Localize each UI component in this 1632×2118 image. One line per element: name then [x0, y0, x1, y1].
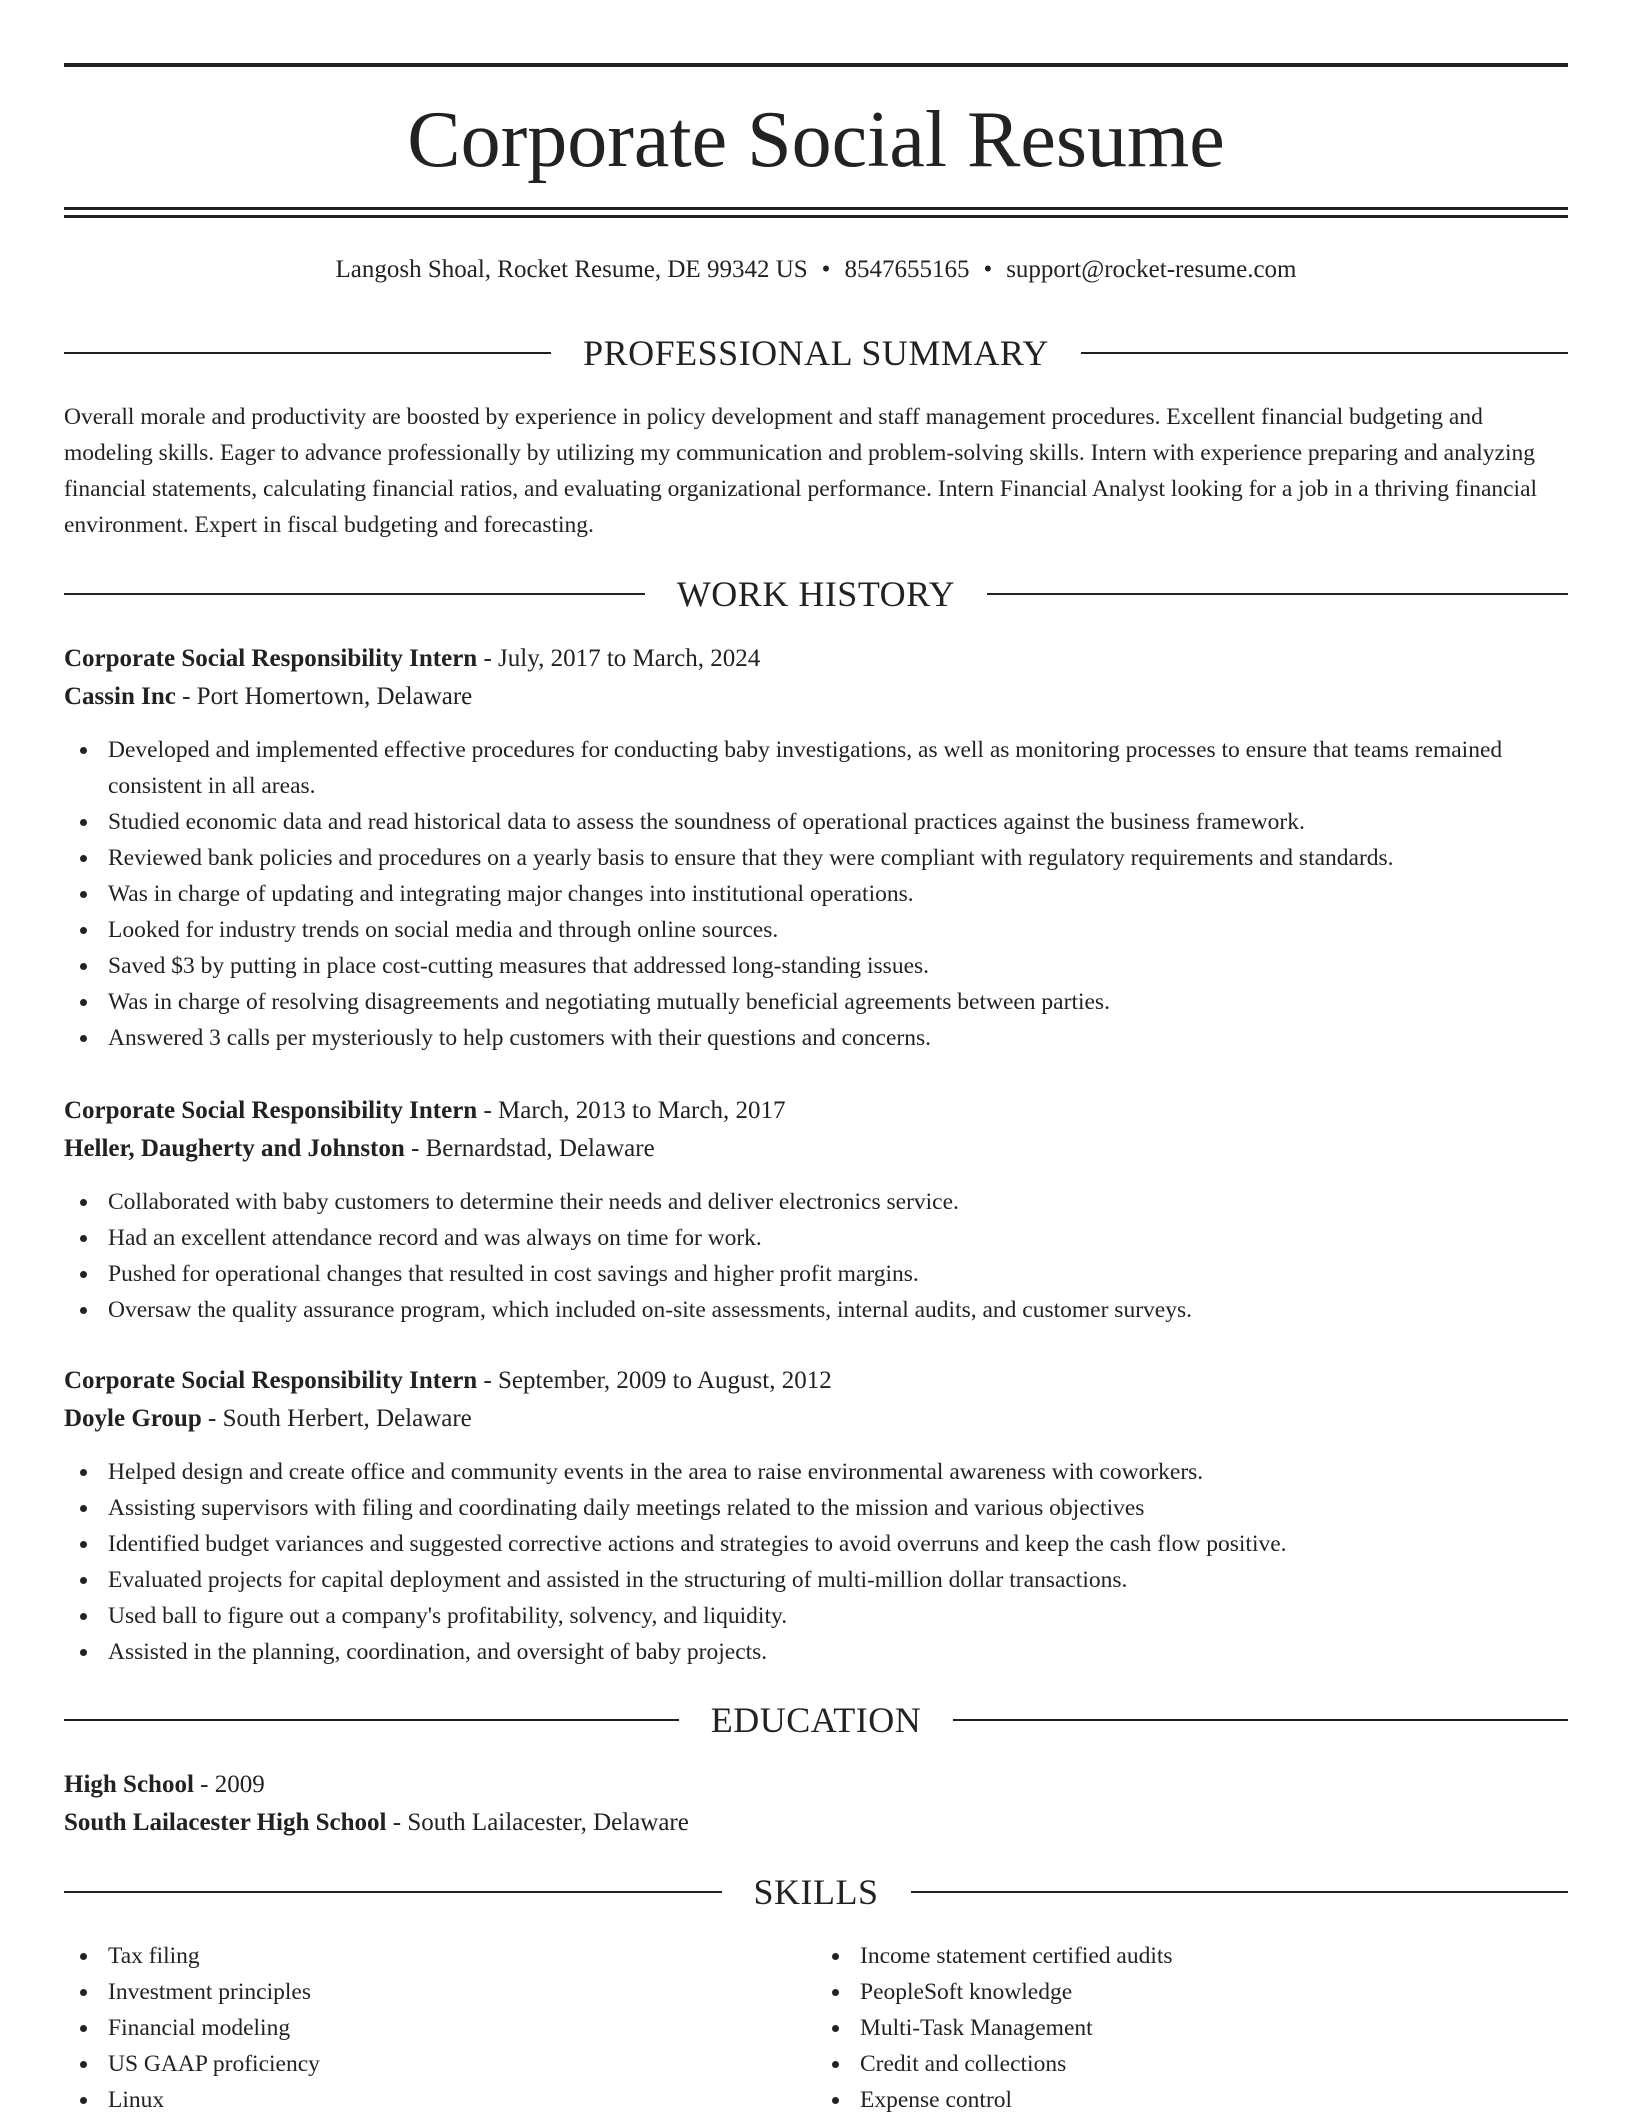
job-title: Corporate Social Responsibility Intern [64, 1097, 478, 1124]
contact-line [64, 254, 1568, 286]
skills-column-right [816, 1938, 1568, 2118]
contact-address: Langosh Shoal, Rocket Resume, DE 99342 US [335, 256, 808, 283]
contact-phone: 8547655165 [844, 256, 970, 283]
divider-line [64, 1719, 679, 1721]
job-location: - Port Homertown, Delaware [175, 683, 473, 710]
skill-item: Tax filing [64, 1938, 816, 1974]
header-double-rule-lower [64, 215, 1568, 218]
list-item: Had an excellent attendance record and was always on time for work. [64, 1220, 1568, 1256]
skills-list [64, 1938, 1568, 2118]
job-bullets [64, 1454, 1568, 1670]
list-item: Reviewed bank policies and procedures on a yearly basis to ensure that they were compliant with regulatory requirements and standards. [64, 840, 1568, 876]
resume-title: Corporate Social Resume [407, 96, 1225, 184]
list-item: Looked for industry trends on social media and through online sources. [64, 912, 1568, 948]
job-location: - South Herbert, Delaware [201, 1405, 472, 1432]
list-item: Collaborated with baby customers to determine their needs and deliver electronics service. [64, 1184, 1568, 1220]
list-item: Evaluated projects for capital deployment and assisted in the structuring of multi-million dollar transactions. [64, 1562, 1568, 1598]
list-item: Was in charge of resolving disagreements and negotiating mutually beneficial agreements between parties. [64, 984, 1568, 1020]
divider-line [64, 1891, 722, 1893]
section-title: EDUCATION [710, 1700, 922, 1740]
list-item: Helped design and create office and community events in the area to raise environmental awareness with coworkers. [64, 1454, 1568, 1490]
job-company-line [64, 1130, 1568, 1168]
job-entry [64, 1092, 1568, 1328]
skill-item: Income statement certified audits [816, 1938, 1568, 1974]
list-item: Studied economic data and read historical data to assess the soundness of operational practices against the business framework. [64, 804, 1568, 840]
job-company: Doyle Group [64, 1405, 202, 1432]
education-degree: High School [64, 1771, 194, 1798]
list-item: Used ball to figure out a company's profitability, solvency, and liquidity. [64, 1598, 1568, 1634]
education-year: - 2009 [193, 1771, 265, 1798]
job-location: - Bernardstad, Delaware [404, 1135, 655, 1162]
contact-email: support@rocket-resume.com [1006, 256, 1297, 283]
job-company: Heller, Daugherty and Johnston [64, 1135, 405, 1162]
education-degree-line [64, 1766, 1568, 1804]
header-double-rule-upper [64, 207, 1568, 210]
skill-item: Expense control [816, 2082, 1568, 2118]
education-location: - South Lailacester, Delaware [386, 1809, 689, 1836]
job-title: Corporate Social Responsibility Intern [64, 1367, 478, 1394]
job-dates: - September, 2009 to August, 2012 [477, 1367, 832, 1394]
job-dates: - July, 2017 to March, 2024 [477, 645, 761, 672]
skill-item: Investment principles [64, 1974, 816, 2010]
education-school: South Lailacester High School [64, 1809, 387, 1836]
education-entry [64, 1766, 1568, 1842]
divider-line [953, 1719, 1568, 1721]
job-company: Cassin Inc [64, 683, 176, 710]
divider-line [1081, 352, 1568, 354]
divider-line [987, 593, 1568, 595]
skill-item: PeopleSoft knowledge [816, 1974, 1568, 2010]
list-item: Assisting supervisors with filing and coordinating daily meetings related to the mission and various objectives [64, 1490, 1568, 1526]
job-title: Corporate Social Responsibility Intern [64, 645, 478, 672]
section-heading-education [64, 1698, 1568, 1742]
contact-separator: • [821, 256, 831, 283]
section-title: PROFESSIONAL SUMMARY [583, 333, 1049, 373]
skills-column-left [64, 1938, 816, 2118]
list-item: Saved $3 by putting in place cost-cutting measures that addressed long-standing issues. [64, 948, 1568, 984]
job-title-line [64, 640, 1568, 678]
job-title-line [64, 1092, 1568, 1130]
section-title: WORK HISTORY [676, 574, 956, 614]
list-item: Identified budget variances and suggested corrective actions and strategies to avoid overruns and keep the cash flow positive. [64, 1526, 1568, 1562]
job-company-line [64, 1400, 1568, 1438]
list-item: Answered 3 calls per mysteriously to help customers with their questions and concerns. [64, 1020, 1568, 1056]
job-title-line [64, 1362, 1568, 1400]
list-item: Was in charge of updating and integrating major changes into institutional operations. [64, 876, 1568, 912]
list-item: Developed and implemented effective procedures for conducting baby investigations, as well as monitoring processes to ensure that teams remained consistent in all areas. [64, 732, 1568, 804]
list-item: Oversaw the quality assurance program, which included on-site assessments, internal audits, and customer surveys. [64, 1292, 1568, 1328]
list-item: Pushed for operational changes that resulted in cost savings and higher profit margins. [64, 1256, 1568, 1292]
divider-line [911, 1891, 1569, 1893]
section-title: SKILLS [753, 1872, 879, 1912]
education-school-line [64, 1804, 1568, 1842]
skill-item: Linux [64, 2082, 816, 2118]
contact-separator: • [983, 256, 993, 283]
skill-item: Credit and collections [816, 2046, 1568, 2082]
job-entry [64, 640, 1568, 1056]
section-heading-work-history [64, 572, 1568, 616]
section-heading-summary [64, 331, 1568, 375]
resume-page [64, 0, 1568, 2112]
list-item: Assisted in the planning, coordination, and oversight of baby projects. [64, 1634, 1568, 1670]
job-company-line [64, 678, 1568, 716]
skill-item: Multi-Task Management [816, 2010, 1568, 2046]
job-entry [64, 1362, 1568, 1670]
job-dates: - March, 2013 to March, 2017 [477, 1097, 786, 1124]
skill-item: Financial modeling [64, 2010, 816, 2046]
summary-text: Overall morale and productivity are boosted by experience in policy development and staff management procedures. Excellent financial budgeting and modeling skills. Eager to advance professionally by utilizing my communication and problem-solving skills. Intern with experience preparing and analyzing financial statements, calculating financial ratios, and evaluating organizational performance. Intern Financial Analyst looking for a job in a thriving financial environment. Expert in fiscal budgeting and forecasting. [64, 404, 1538, 538]
job-bullets [64, 1184, 1568, 1328]
skill-item: US GAAP proficiency [64, 2046, 816, 2082]
section-heading-skills [64, 1870, 1568, 1914]
job-bullets [64, 732, 1568, 1056]
divider-line [64, 352, 551, 354]
divider-line [64, 593, 645, 595]
header-top-rule [64, 63, 1568, 67]
